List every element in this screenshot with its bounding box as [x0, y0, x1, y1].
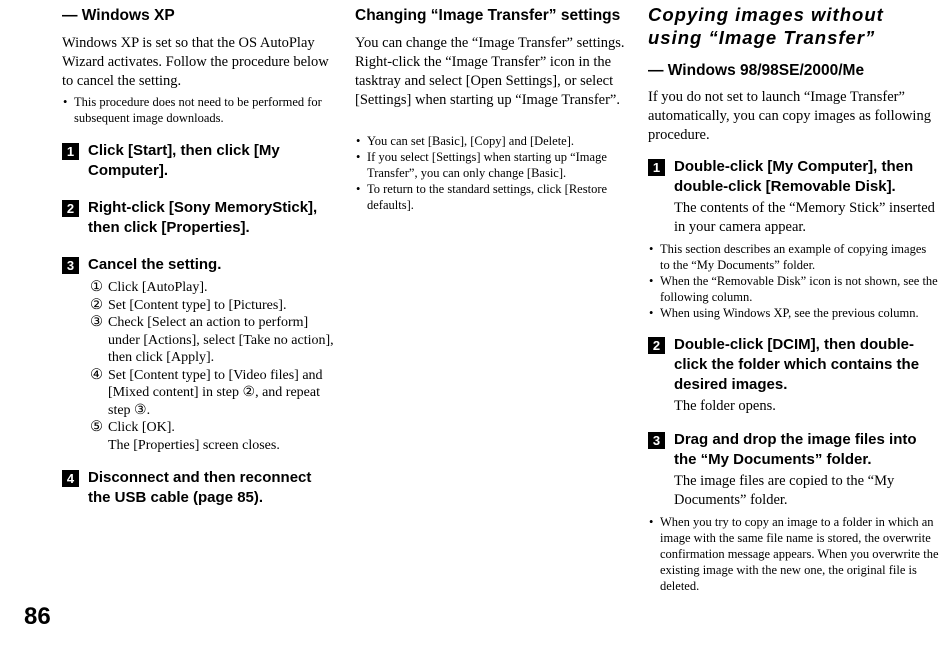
note-bullet: • When the “Removable Disk” icon is not shown, see the following column. — [648, 273, 939, 305]
step-item-2 — [648, 335, 939, 395]
step-item-4 — [62, 468, 336, 508]
substep-item — [90, 367, 336, 420]
substep-text: Click [AutoPlay]. — [108, 280, 208, 295]
step-item-3 — [648, 430, 939, 470]
substep-text: Click [OK]. — [108, 420, 175, 435]
note-bullet: • You can set [Basic], [Copy] and [Delete]. — [355, 133, 633, 149]
circled-number: ⑤ — [90, 419, 103, 435]
step-item-1 — [62, 141, 336, 181]
step-text: Drag and drop the image files into the “My Documents” folder. — [674, 431, 917, 468]
substep-list — [90, 279, 336, 454]
note-bullet: • This section describes an example of copying images to the “My Documents” folder. — [648, 241, 939, 273]
intro-paragraph: If you do not set to launch “Image Transfer” automatically, you can copy images as following procedure. — [648, 89, 931, 143]
note-bullet: • To return to the standard settings, click [Restore defaults]. — [355, 181, 633, 213]
step-item-1 — [648, 157, 939, 197]
note-bullet: • When you try to copy an image to a folder in which an image with the same file name is stored, the overwrite confirmation message appears. When you overwrite the existing image with the new one, the original file is deleted. — [648, 514, 939, 594]
section-heading-windows-xp: — Windows XP — [62, 7, 175, 24]
step-result: The folder opens. — [674, 398, 776, 414]
column-image-transfer-settings — [355, 6, 633, 213]
step-number-badge: 4 — [62, 470, 79, 487]
note-list — [62, 94, 336, 126]
step-text: Double-click [DCIM], then double-click the folder which contains the desired images. — [674, 336, 920, 393]
substep-text: Set [Content type] to [Video files] and [Mixed content] in step ②, and repeat step ③. — [108, 367, 323, 418]
substep-item — [90, 279, 336, 297]
intro-paragraph: Windows XP is set so that the OS AutoPlay Wizard activates. Follow the procedure below to cancel the setting. — [62, 35, 329, 89]
step-text: Right-click [Sony MemoryStick], then click [Properties]. — [88, 199, 318, 236]
step-text: Double-click [My Computer], then double-click [Removable Disk]. — [674, 158, 914, 195]
step-result: The image files are copied to the “My Documents” folder. — [674, 473, 895, 508]
note-bullet: • When using Windows XP, see the previous column. — [648, 305, 939, 321]
step-number-badge: 2 — [62, 200, 79, 217]
page-number: 86 — [24, 603, 51, 630]
note-bullet: • If you select [Settings] when starting up “Image Transfer”, you can only change [Basic]. — [355, 149, 633, 181]
section-heading-changing-settings: Changing “Image Transfer” settings — [355, 7, 621, 24]
body-line-2: Right-click the “Image Transfer” icon in the tasktray and select [Open Settings], or select [Settings] when starting up “Image Transfer”. — [355, 54, 620, 108]
circled-number: ② — [90, 296, 103, 313]
circled-number: ① — [90, 279, 103, 295]
substep-text: Set [Content type] to [Pictures]. — [108, 297, 287, 313]
step-text: Cancel the setting. — [88, 256, 222, 273]
substep-text: Check [Select an action to perform] under [Actions], select [Take no action], then click [Apply]. — [108, 315, 334, 365]
substep-item — [90, 419, 336, 437]
substep-result: The [Properties] screen closes. — [108, 437, 280, 453]
step-text: Disconnect and then reconnect the USB cable (page 85). — [88, 469, 312, 506]
step-item-2 — [62, 198, 336, 238]
body-paragraph — [355, 34, 633, 110]
circled-number: ④ — [90, 366, 103, 383]
step-number-badge: 1 — [62, 143, 79, 160]
note-list — [648, 514, 939, 594]
step-number-badge: 3 — [62, 257, 79, 274]
page-title: Copying images without using “Image Transfer” — [648, 4, 884, 48]
substep-item — [90, 314, 336, 367]
body-line-1: You can change the “Image Transfer” settings. — [355, 35, 625, 51]
step-result: The contents of the “Memory Stick” inserted in your camera appear. — [674, 200, 935, 235]
section-heading-windows-98: — Windows 98/98SE/2000/Me — [648, 62, 865, 79]
step-number-badge: 3 — [648, 432, 665, 449]
note-bullet: • This procedure does not need to be performed for subsequent image downloads. — [62, 94, 336, 126]
step-item-3 — [62, 255, 336, 275]
step-number-badge: 1 — [648, 159, 665, 176]
column-windows-xp — [62, 6, 336, 508]
substep-item — [90, 297, 336, 315]
circled-number: ③ — [90, 314, 103, 330]
step-text: Click [Start], then click [My Computer]. — [88, 142, 280, 179]
step-number-badge: 2 — [648, 337, 665, 354]
note-list — [355, 133, 633, 213]
note-list — [648, 241, 939, 321]
column-copying-without-image-transfer — [648, 3, 939, 594]
